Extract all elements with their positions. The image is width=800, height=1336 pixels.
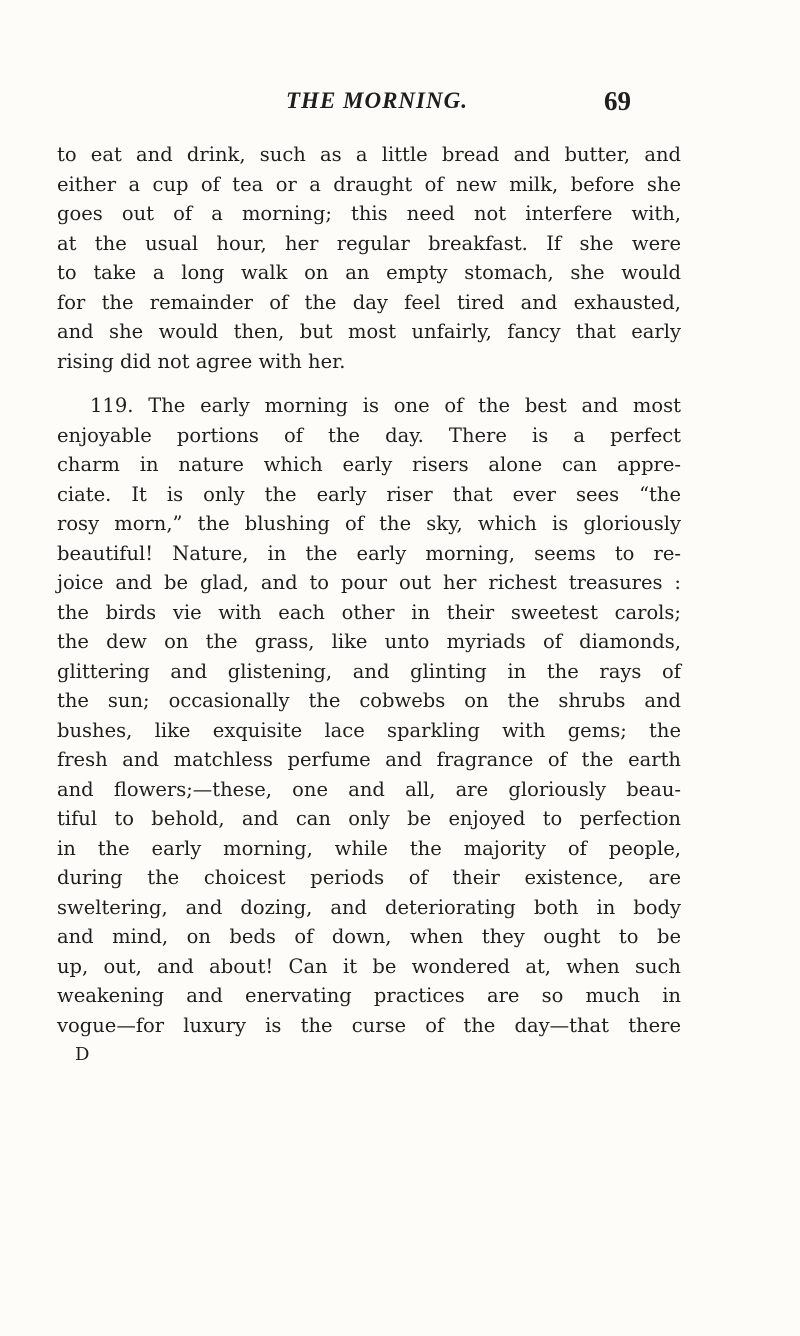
text-line: ciate. It is only the early riser that ever sees “the — [57, 482, 681, 506]
text-line: to eat and drink, such as a little bread and butter, and — [57, 143, 681, 166]
paragraph-119 — [57, 391, 681, 1040]
signature-mark: D — [75, 1044, 90, 1065]
page-number: 69 — [604, 86, 631, 116]
text-line: the sun; occasionally the cobwebs on the shrubs and — [57, 689, 681, 712]
text-line: bushes, like exquisite lace sparkling with gems; the — [57, 718, 681, 742]
text-line: at the usual hour, her regular breakfast. If she were — [57, 231, 681, 255]
text-line: fresh and matchless perfume and fragrance of the earth — [57, 748, 681, 771]
text-line: charm in nature which early risers alone can appre- — [57, 453, 681, 476]
text-line: glittering and glistening, and glinting in the rays of — [57, 659, 681, 683]
text-line: either a cup of tea or a draught of new milk, before she — [57, 172, 681, 196]
text-line: up, out, and about! Can it be wondered at, when such — [57, 954, 681, 978]
text-line: beautiful! Nature, in the early morning, seems to re- — [57, 541, 681, 565]
text-line: and flowers;—these, one and all, are gloriously beau- — [57, 777, 681, 801]
text-line: 119. The early morning is one of the best and most — [90, 394, 681, 417]
body-text — [57, 140, 681, 1070]
text-line: and mind, on beds of down, when they ought to be — [57, 925, 681, 948]
paragraph-continued — [57, 140, 681, 376]
text-line: rosy morn,” the blushing of the sky, which is gloriously — [57, 512, 681, 535]
text-line: weakening and enervating practices are so much in — [57, 984, 681, 1007]
running-head — [56, 86, 656, 126]
text-line: the dew on the grass, like unto myriads of diamonds, — [57, 630, 681, 653]
text-line: for the remainder of the day feel tired and exhausted, — [57, 290, 681, 314]
running-title: THE MORNING. — [286, 88, 468, 113]
text-line: vogue—for luxury is the curse of the day—that there — [57, 1013, 681, 1037]
text-line: sweltering, and dozing, and deteriorating both in body — [57, 895, 681, 919]
text-line: tiful to behold, and can only be enjoyed to perfection — [57, 807, 681, 830]
text-line: rising did not agree with her. — [57, 349, 346, 373]
text-line: joice and be glad, and to pour out her richest treasures : — [57, 571, 681, 594]
text-line: during the choicest periods of their existence, are — [57, 866, 681, 889]
text-line: the birds vie with each other in their sweetest carols; — [57, 600, 681, 624]
text-line: goes out of a morning; this need not interfere with, — [57, 202, 681, 225]
text-line: enjoyable portions of the day. There is a perfect — [57, 423, 681, 447]
text-line: and she would then, but most unfairly, fancy that early — [57, 320, 681, 343]
text-line: in the early morning, while the majority of people, — [57, 836, 681, 860]
text-line: to take a long walk on an empty stomach, she would — [57, 261, 681, 284]
